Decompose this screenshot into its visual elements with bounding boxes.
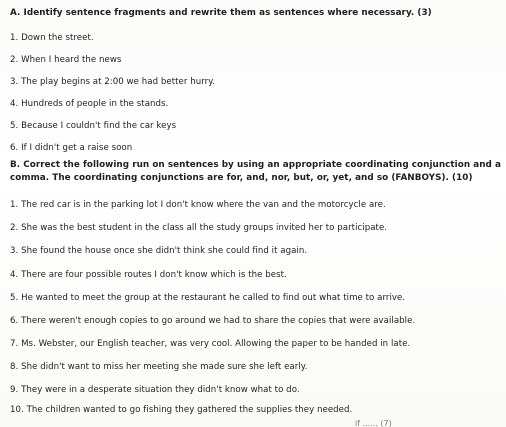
section-b-item-7: 7. Ms. Webster, our English teacher, was very cool. Allowing the paper to be handed in late. [10,339,411,349]
section-b-heading-line-2: comma. The coordinating conjunctions are for, and, nor, but, or, yet, and so (FANBOYS). (10) [10,173,473,183]
section-a-item-4: 4. Hundreds of people in the stands. [10,99,169,109]
section-b-item-2: 2. She was the best student in the class all the study groups invited her to participate. [10,223,388,233]
section-a-item-5: 5. Because I couldn't find the car keys [10,121,177,131]
section-b-item-10: 10. The children wanted to go fishing they gathered the supplies they needed. [10,405,353,415]
section-a-item-3: 3. The play begins at 2:00 we had better hurry. [10,77,215,87]
section-a-item-1: 1. Down the street. [10,33,94,43]
section-b-item-4: 4. There are four possible routes I don't know which is the best. [10,270,287,280]
section-a-item-2: 2. When I heard the news [10,55,122,65]
section-a-heading: A. Identify sentence fragments and rewrite them as sentences where necessary. (3) [10,8,432,18]
section-b-item-1: 1. The red car is in the parking lot I don't know where the van and the motorcycle are. [10,200,386,210]
section-b-heading-line-1: B. Correct the following run on sentences by using an appropriate coordinating conjunction and a [10,160,501,170]
section-b-item-8: 8. She didn't want to miss her meeting she made sure she left early. [10,362,308,372]
section-b-item-5: 5. He wanted to meet the group at the restaurant he called to find out what time to arrive. [10,293,406,303]
section-b-item-6: 6. There weren't enough copies to go around we had to share the copies that were available. [10,316,416,326]
cut-off-next-line: if ...... (7) [355,419,392,427]
section-b-item-9: 9. They were in a desperate situation they didn't know what to do. [10,385,300,395]
section-b-item-3: 3. She found the house once she didn't think she could find it again. [10,246,308,256]
section-a-item-6: 6. If I didn't get a raise soon [10,143,133,153]
